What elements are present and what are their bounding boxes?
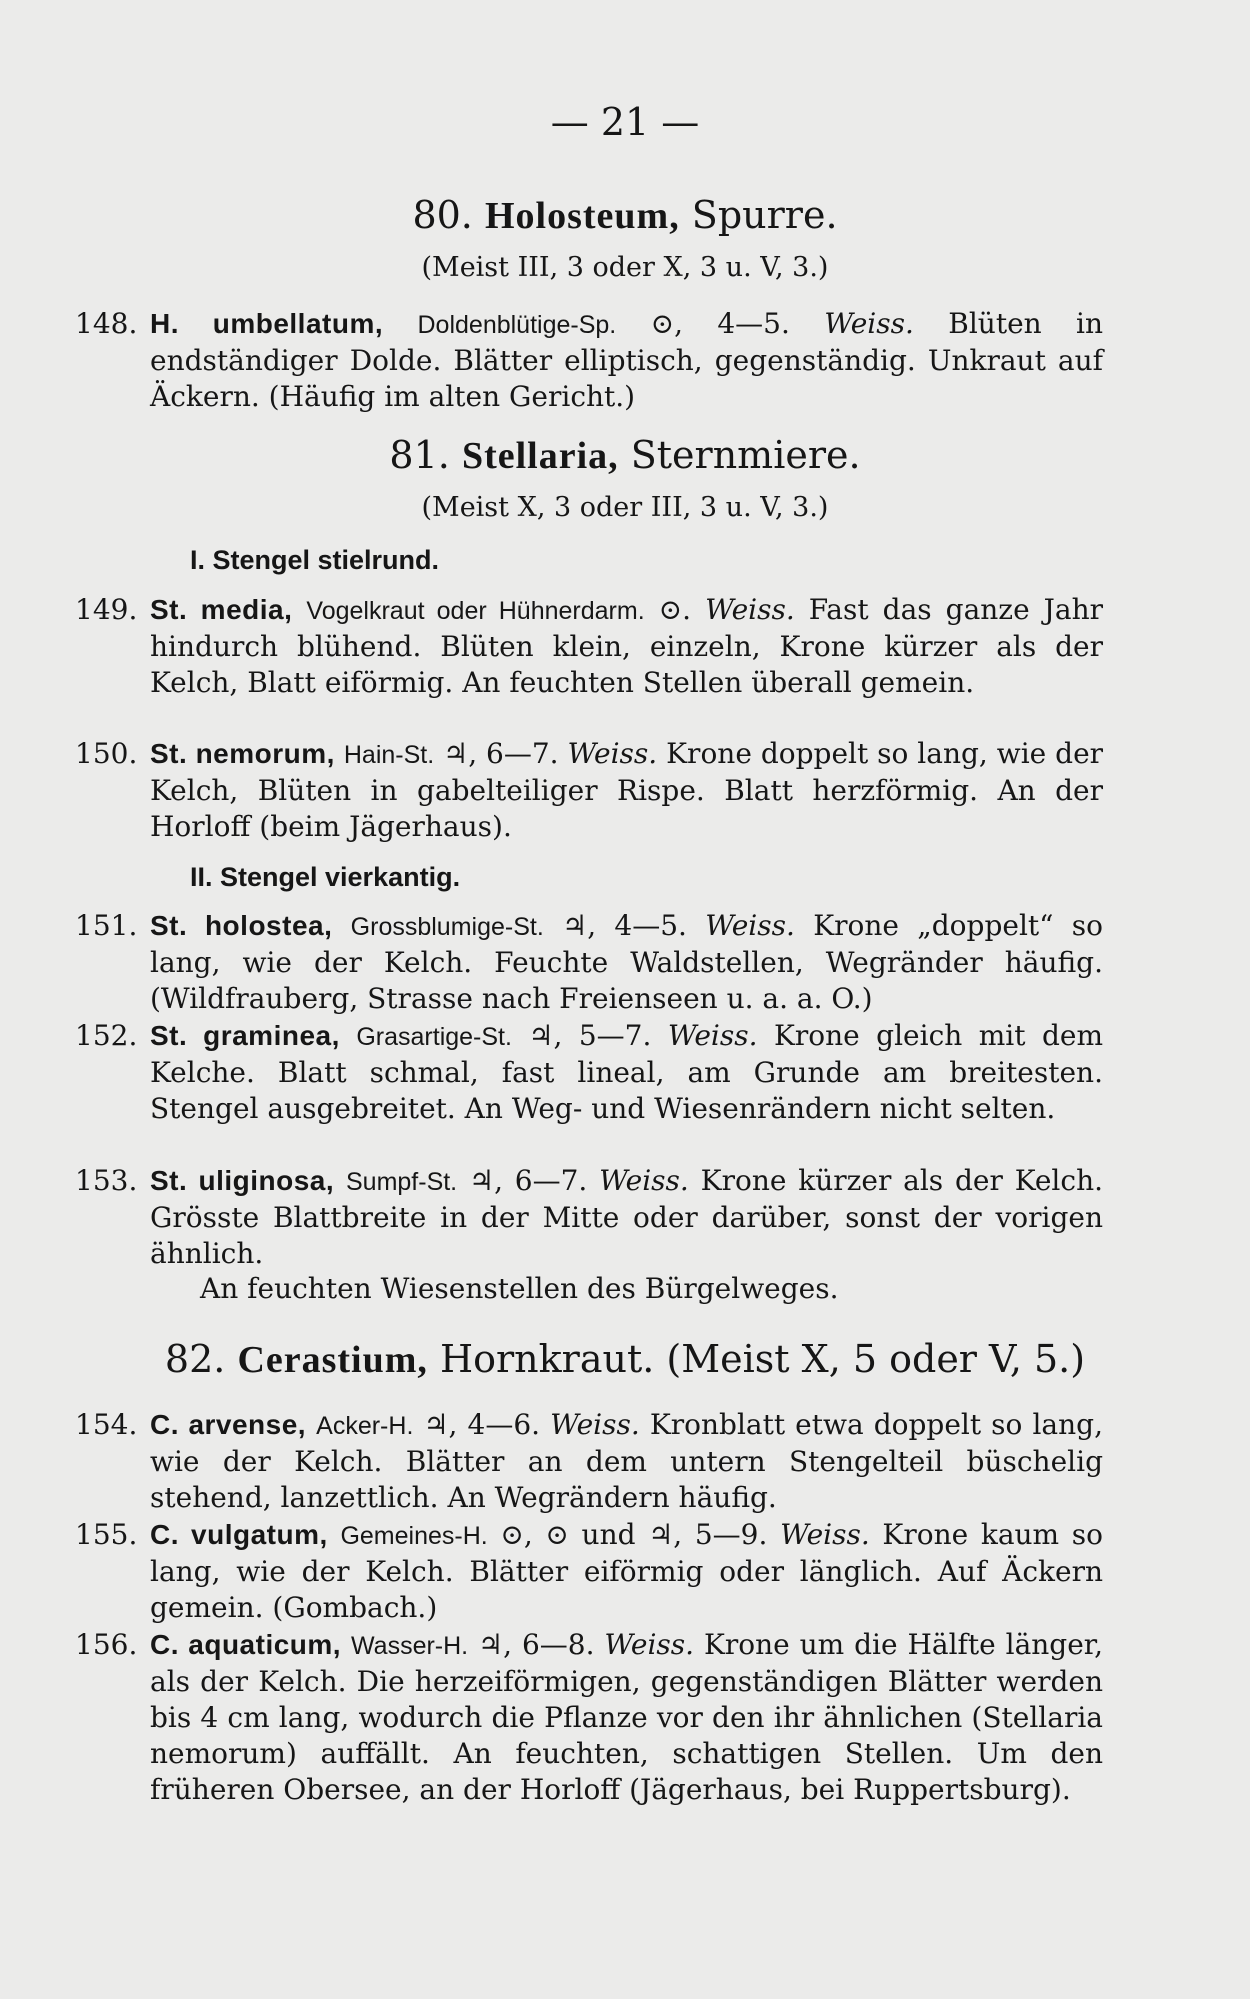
genus-note-81: (Meist X, 3 oder III, 3 u. V, 3.) bbox=[421, 492, 829, 523]
entry-number: 149. bbox=[75, 593, 138, 626]
entry-number: 155. bbox=[75, 1518, 138, 1551]
species-name: C. arvense, bbox=[150, 1409, 307, 1440]
vernacular-name: Gemeines-H. bbox=[340, 1522, 488, 1550]
species-entry-153 bbox=[75, 1163, 1103, 1272]
entry-number: 150. bbox=[75, 737, 138, 770]
duration-symbol: ♃, 4—5. bbox=[562, 909, 687, 942]
species-entry-148 bbox=[75, 306, 1104, 415]
description: Krone „doppelt“ so lang, wie der Kelch. Feuchte Waldstellen, Wegränder häufig. (Wildfrauberg, Strasse nach Freienseen u. a. a. O.) bbox=[150, 909, 1103, 1015]
genus-name: Stellaria, bbox=[461, 435, 619, 477]
description: Krone gleich mit dem Kelche. Blatt schmal, fast lineal, am Grunde am breitesten. Stengel ausgebreitet. An Weg- und Wiesenrändern nicht selten. bbox=[150, 1019, 1103, 1125]
species-entry-156 bbox=[75, 1627, 1103, 1808]
species-name: St. uliginosa, bbox=[150, 1165, 335, 1196]
species-name: C. aquaticum, bbox=[150, 1629, 342, 1660]
entry-number: 156. bbox=[75, 1628, 138, 1661]
group-heading-2: II. Stengel vierkantig. bbox=[190, 862, 461, 892]
genus-number: 82. bbox=[164, 1337, 226, 1381]
description: Kronblatt etwa doppelt so lang, wie der Kelch. Blätter an dem untern Stengelteil büschelig stehend, lanzettlich. An Wegrändern häufig. bbox=[150, 1408, 1103, 1514]
genus-note-82: (Meist X, 5 oder V, 5.) bbox=[666, 1337, 1086, 1381]
flower-color: Weiss. bbox=[599, 1164, 689, 1197]
genus-name: Cerastium, bbox=[237, 1339, 428, 1381]
entry-number: 151. bbox=[75, 909, 138, 942]
genus-german-name: Hornkraut. bbox=[440, 1337, 655, 1381]
vernacular-name: Hain-St. bbox=[343, 741, 435, 769]
species-entry-151 bbox=[75, 908, 1103, 1017]
species-name: St. media, bbox=[150, 594, 293, 625]
flower-color: Weiss. bbox=[780, 1518, 870, 1551]
genus-heading-82 bbox=[150, 1337, 1100, 1382]
flower-color: Weiss. bbox=[604, 1628, 695, 1661]
flower-color: Weiss. bbox=[824, 307, 914, 340]
species-entry-152 bbox=[75, 1018, 1103, 1127]
description: Blüten in endständiger Dolde. Blätter elliptisch, gegenständig. Unkraut auf Äckern. (Häufig im alten Gericht.) bbox=[150, 307, 1104, 413]
vernacular-name: Sumpf-St. bbox=[345, 1168, 458, 1196]
duration-symbol: ⊙, ⊙ und ♃, 5—9. bbox=[500, 1518, 768, 1551]
entry-number: 154. bbox=[75, 1408, 138, 1441]
locality-line-153: An feuchten Wiesenstellen des Bürgelweges. bbox=[200, 1272, 839, 1305]
genus-heading-80 bbox=[0, 193, 1250, 238]
vernacular-name: Grossblumige-St. bbox=[350, 913, 544, 941]
description: Fast das ganze Jahr hindurch blühend. Blüten klein, einzeln, Krone kürzer als der Kelch, Blatt eiförmig. An feuchten Stellen überall gemein. bbox=[150, 593, 1103, 699]
species-name: H. umbellatum, bbox=[150, 308, 384, 339]
duration-symbol: ♃, 6—7. bbox=[443, 737, 559, 770]
genus-number: 80. bbox=[412, 193, 473, 237]
description: Krone kaum so lang, wie der Kelch. Blätter eiförmig oder länglich. Auf Äckern gemein. (Gombach.) bbox=[150, 1518, 1103, 1624]
description: Krone um die Hälfte länger, als der Kelch. Die herzeiförmigen, gegenständigen Blätter werden bis 4 cm lang, wodurch die Pflanze vor den ihr ähnlichen (Stellaria nemorum) auffällt. An feuchten, schattigen Stellen. Um den früheren Obersee, an der Horloff (Jägerhaus, bei Ruppertsburg). bbox=[150, 1628, 1103, 1806]
duration-symbol: ♃, 6—8. bbox=[478, 1628, 595, 1661]
description: Krone doppelt so lang, wie der Kelch, Blüten in gabelteiliger Rispe. Blatt herzförmig. An der Horloff (beim Jägerhaus). bbox=[150, 737, 1104, 843]
species-name: St. holostea, bbox=[150, 910, 333, 941]
species-name: St. graminea, bbox=[150, 1020, 340, 1051]
vernacular-name: Doldenblütige-Sp. bbox=[417, 311, 617, 339]
genus-german-name: Sternmiere. bbox=[630, 433, 861, 477]
vernacular-name: Grasartige-St. bbox=[356, 1023, 512, 1051]
entry-number: 148. bbox=[75, 307, 138, 340]
flower-color: Weiss. bbox=[550, 1408, 640, 1441]
duration-symbol: ♃, 4—6. bbox=[423, 1408, 541, 1441]
species-name: St. nemorum, bbox=[150, 738, 335, 769]
vernacular-name: Vogelkraut oder Hühnerdarm. bbox=[306, 597, 645, 625]
duration-symbol: ⊙, 4—5. bbox=[650, 307, 790, 340]
group-heading-1: I. Stengel stielrund. bbox=[190, 545, 440, 575]
genus-german-name: Spurre. bbox=[691, 193, 838, 237]
genus-number: 81. bbox=[389, 433, 450, 477]
entry-number: 152. bbox=[75, 1019, 138, 1052]
flower-color: Weiss. bbox=[567, 737, 658, 770]
duration-symbol: ♃, 5—7. bbox=[528, 1019, 652, 1052]
description: Krone kürzer als der Kelch. Grösste Blattbreite in der Mitte oder darüber, sonst der vorigen ähnlich. bbox=[150, 1164, 1103, 1270]
species-name: C. vulgatum, bbox=[150, 1519, 328, 1550]
duration-symbol: ♃, 6—7. bbox=[468, 1164, 588, 1197]
species-entry-150 bbox=[75, 736, 1104, 845]
vernacular-name: Acker-H. bbox=[316, 1412, 414, 1440]
page-number: — 21 — bbox=[550, 100, 700, 144]
genus-heading-81 bbox=[0, 433, 1250, 478]
species-entry-155 bbox=[75, 1517, 1103, 1626]
flower-color: Weiss. bbox=[667, 1019, 758, 1052]
species-entry-154 bbox=[75, 1407, 1103, 1516]
genus-note-80: (Meist III, 3 oder X, 3 u. V, 3.) bbox=[421, 252, 829, 283]
species-entry-149 bbox=[75, 592, 1103, 701]
vernacular-name: Wasser-H. bbox=[351, 1632, 469, 1660]
flower-color: Weiss. bbox=[705, 909, 795, 942]
flower-color: Weiss. bbox=[705, 593, 795, 626]
duration-symbol: ⊙. bbox=[658, 593, 692, 626]
genus-name: Holosteum, bbox=[484, 195, 680, 237]
entry-number: 153. bbox=[75, 1164, 138, 1197]
